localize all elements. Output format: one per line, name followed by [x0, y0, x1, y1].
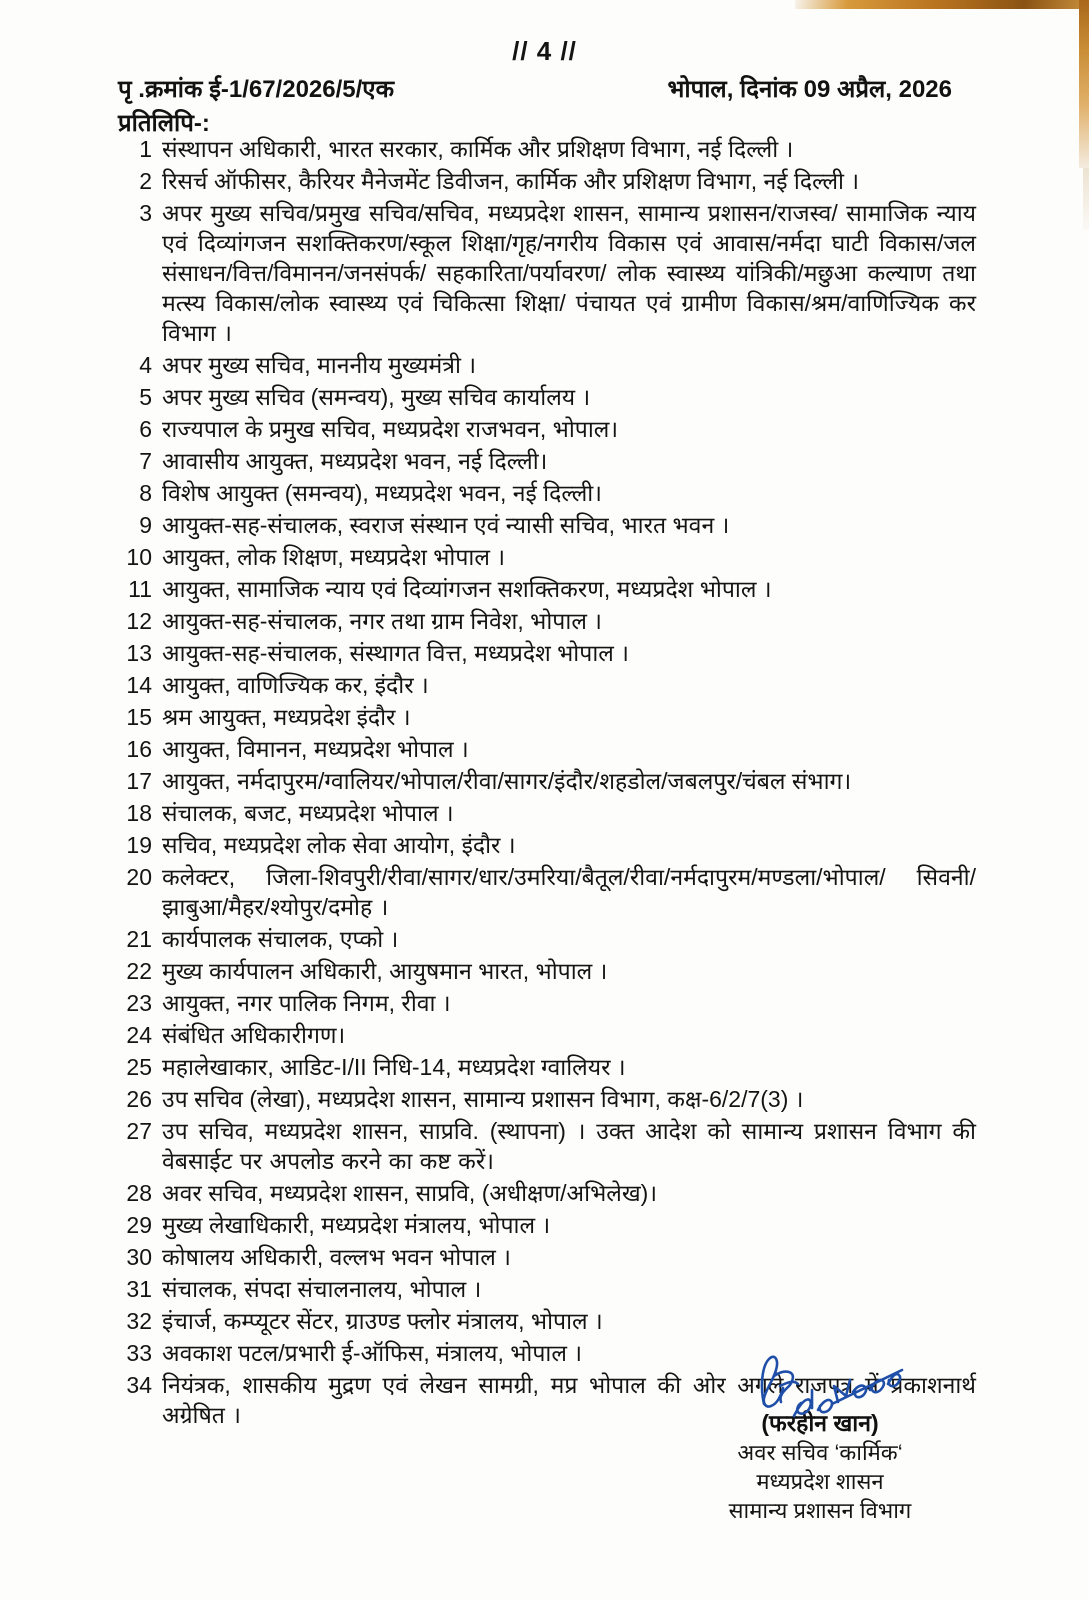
- list-item-text: सचिव, मध्यप्रदेश लोक सेवा आयोग, इंदौर ।: [162, 832, 516, 858]
- list-item-number: 18: [126, 800, 152, 826]
- list-item-text: आयुक्त, लोक शिक्षण, मध्यप्रदेश भोपाल ।: [162, 544, 506, 570]
- list-item-text: आवासीय आयुक्त, मध्यप्रदेश भवन, नई दिल्ली।: [162, 448, 548, 474]
- list-item-text: अपर मुख्य सचिव (समन्वय), मुख्य सचिव कार्यालय ।: [162, 384, 591, 410]
- list-item-text: संचालक, संपदा संचालनालय, भोपाल ।: [162, 1276, 482, 1302]
- list-item-text: कार्यपालक संचालक, एप्को ।: [162, 926, 399, 952]
- list-item: [118, 574, 976, 604]
- list-item-number: 16: [126, 736, 152, 762]
- list-item-number: 25: [126, 1054, 152, 1080]
- list-item-text: आयुक्त, सामाजिक न्याय एवं दिव्यांगजन सशक्तिकरण, मध्यप्रदेश भोपाल ।: [162, 576, 772, 602]
- recipient-list: [118, 134, 976, 1432]
- list-item: [118, 1210, 976, 1240]
- list-item: [118, 734, 976, 764]
- list-item-number: 17: [126, 768, 152, 794]
- list-item-number: 33: [126, 1340, 152, 1366]
- list-item-text: नियंत्रक, शासकीय मुद्रण एवं लेखन सामग्री, मप्र भोपाल की ओर अगले राजपत्र में प्रकाशनार्थ अग्रेषित ।: [162, 1372, 976, 1428]
- list-item-text: रिसर्च ऑफीसर, कैरियर मैनेजमेंट डिवीजन, कार्मिक और प्रशिक्षण विभाग, नई दिल्ली ।: [162, 168, 860, 194]
- copy-to-label: प्रतिलिपि-:: [118, 110, 210, 137]
- list-item-number: 13: [126, 640, 152, 666]
- list-item-number: 24: [126, 1022, 152, 1048]
- document-header: [118, 72, 958, 105]
- list-item-number: 28: [126, 1180, 152, 1206]
- list-item-number: 22: [126, 958, 152, 984]
- list-item-number: 6: [139, 416, 152, 442]
- list-item-text: आयुक्त, नगर पालिक निगम, रीवा ।: [162, 990, 451, 1016]
- list-item-number: 1: [139, 136, 152, 162]
- list-item: [118, 988, 976, 1018]
- list-item-text: श्रम आयुक्त, मध्यप्रदेश इंदौर ।: [162, 704, 411, 730]
- list-item: [118, 798, 976, 828]
- list-item-text: संस्थापन अधिकारी, भारत सरकार, कार्मिक और प्रशिक्षण विभाग, नई दिल्ली ।: [162, 136, 794, 162]
- list-item: [118, 830, 976, 860]
- list-item: [118, 510, 976, 540]
- list-item-text: उप सचिव (लेखा), मध्यप्रदेश शासन, सामान्य प्रशासन विभाग, कक्ष-6/2/7(3) ।: [162, 1086, 804, 1112]
- list-item: [118, 1052, 976, 1082]
- list-item: [118, 446, 976, 476]
- list-item-number: 34: [126, 1372, 152, 1398]
- list-item-number: 8: [139, 480, 152, 506]
- list-item-text: आयुक्त-सह-संचालक, संस्थागत वित्त, मध्यप्रदेश भोपाल ।: [162, 640, 629, 666]
- list-item: [118, 1274, 976, 1304]
- list-item-number: 23: [126, 990, 152, 1016]
- list-item: [118, 414, 976, 444]
- list-item-number: 5: [139, 384, 152, 410]
- list-item-number: 31: [126, 1276, 152, 1302]
- list-item: [118, 134, 976, 164]
- list-item: [118, 382, 976, 412]
- list-item: [118, 542, 976, 572]
- list-item-number: 11: [128, 576, 152, 602]
- list-item-text: अपर मुख्य सचिव/प्रमुख सचिव/सचिव, मध्यप्रदेश शासन, सामान्य प्रशासन/राजस्व/ सामाजिक न्याय एवं दिव्यांगजन सशक्तिकरण/स्कूल शिक्षा/गृह/नगरीय विकास एवं आवास/नर्मदा घाटी विकास/जल संसाधन/वित्त/विमानन/जनसंपर्क/ सहकारिता/पर्यावरण/ लोक स्वास्थ्य यांत्रिकी/मछुआ कल्याण तथा मत्स्य विकास/लोक स्वास्थ्य एवं चिकित्सा शिक्षा/ पंचायत एवं ग्रामीण विकास/श्रम/वाणिज्यिक कर विभाग ।: [162, 200, 976, 346]
- list-item-text: संचालक, बजट, मध्यप्रदेश भोपाल ।: [162, 800, 454, 826]
- list-item: [118, 1116, 976, 1176]
- list-item-number: 2: [139, 168, 152, 194]
- list-item-text: महालेखाकार, आडिट-I/II निधि-14, मध्यप्रदेश ग्वालियर ।: [162, 1054, 626, 1080]
- list-item-number: 10: [126, 544, 152, 570]
- list-item-number: 32: [126, 1308, 152, 1334]
- list-item-text: अपर मुख्य सचिव, माननीय मुख्यमंत्री ।: [162, 352, 477, 378]
- list-item: [118, 606, 976, 636]
- list-item-text: अवर सचिव, मध्यप्रदेश शासन, साप्रवि, (अधीक्षण/अभिलेख)।: [162, 1180, 658, 1206]
- list-item-text: कलेक्टर, जिला-शिवपुरी/रीवा/सागर/धार/उमरिया/बैतूल/रीवा/नर्मदापुरम/मण्डला/भोपाल/ सिवनी/झाबुआ/मैहर/श्योपुर/दमोह ।: [162, 864, 976, 920]
- list-item-number: 3: [139, 200, 152, 226]
- signatory-designation: अवर सचिव ‘कार्मिक‘: [737, 1440, 903, 1465]
- place-and-date: भोपाल, दिनांक 09 अप्रैल, 2026: [667, 76, 952, 103]
- list-item-number: 20: [126, 864, 152, 890]
- list-item-text: आयुक्त, वाणिज्यिक कर, इंदौर ।: [162, 672, 429, 698]
- list-item-text: विशेष आयुक्त (समन्वय), मध्यप्रदेश भवन, नई दिल्ली।: [162, 480, 602, 506]
- list-item: [118, 1306, 976, 1336]
- list-item-number: 15: [126, 704, 152, 730]
- list-item-number: 27: [126, 1118, 152, 1144]
- list-item-number: 26: [126, 1086, 152, 1112]
- list-item-number: 4: [139, 352, 152, 378]
- list-item-number: 30: [126, 1244, 152, 1270]
- list-item-number: 19: [126, 832, 152, 858]
- list-item-number: 12: [126, 608, 152, 634]
- signatory-government: मध्यप्रदेश शासन: [756, 1469, 884, 1494]
- list-item-text: आयुक्त, नर्मदापुरम/ग्वालियर/भोपाल/रीवा/सागर/इंदौर/शहडोल/जबलपुर/चंबल संभाग।: [162, 768, 852, 794]
- list-item: [118, 1084, 976, 1114]
- list-item-text: मुख्य लेखाधिकारी, मध्यप्रदेश मंत्रालय, भोपाल ।: [162, 1212, 551, 1238]
- list-item: [118, 478, 976, 508]
- list-item: [118, 862, 976, 922]
- list-item: [118, 1338, 976, 1368]
- list-item-text: उप सचिव, मध्यप्रदेश शासन, साप्रवि. (स्थापना) । उक्त आदेश को सामान्य प्रशासन विभाग की वेबसाईट पर अपलोड करने का कष्ट करें।: [162, 1118, 976, 1174]
- list-item: [118, 638, 976, 668]
- list-item: [118, 924, 976, 954]
- list-item: [118, 198, 976, 348]
- signatory-department: सामान्य प्रशासन विभाग: [728, 1498, 912, 1523]
- list-item-text: कोषालय अधिकारी, वल्लभ भवन भोपाल ।: [162, 1244, 511, 1270]
- list-item-text: आयुक्त, विमानन, मध्यप्रदेश भोपाल ।: [162, 736, 469, 762]
- page-number: // 4 //: [512, 36, 577, 66]
- list-item: [118, 956, 976, 986]
- list-item: [118, 1020, 976, 1050]
- list-item-number: 14: [126, 672, 152, 698]
- list-item-number: 7: [139, 448, 152, 474]
- list-item-text: अवकाश पटल/प्रभारी ई-ऑफिस, मंत्रालय, भोपाल ।: [162, 1340, 583, 1366]
- list-item-text: आयुक्त-सह-संचालक, नगर तथा ग्राम निवेश, भोपाल ।: [162, 608, 603, 634]
- list-item: [118, 1242, 976, 1272]
- list-item: [118, 702, 976, 732]
- list-item-text: इंचार्ज, कम्प्यूटर सेंटर, ग्राउण्ड फ्लोर मंत्रालय, भोपाल ।: [162, 1308, 603, 1334]
- list-item-text: राज्यपाल के प्रमुख सचिव, मध्यप्रदेश राजभवन, भोपाल।: [162, 416, 619, 442]
- list-item-text: संबंधित अधिकारीगण।: [162, 1022, 346, 1048]
- list-item-number: 29: [126, 1212, 152, 1238]
- list-item-text: मुख्य कार्यपालन अधिकारी, आयुषमान भारत, भोपाल ।: [162, 958, 608, 984]
- list-item: [118, 166, 976, 196]
- reference-number: पृ .क्रमांक ई-1/67/2026/5/एक: [118, 76, 395, 103]
- list-item: [118, 350, 976, 380]
- list-item-number: 21: [126, 926, 152, 952]
- list-item: [118, 766, 976, 796]
- list-item-text: आयुक्त-सह-संचालक, स्वराज संस्थान एवं न्यासी सचिव, भारत भवन ।: [162, 512, 730, 538]
- list-item-number: 9: [139, 512, 152, 538]
- list-item: [118, 1178, 976, 1208]
- signatory-name: (फरहीन खान): [761, 1410, 879, 1436]
- signature-block: [620, 1408, 1020, 1525]
- list-item: [118, 670, 976, 700]
